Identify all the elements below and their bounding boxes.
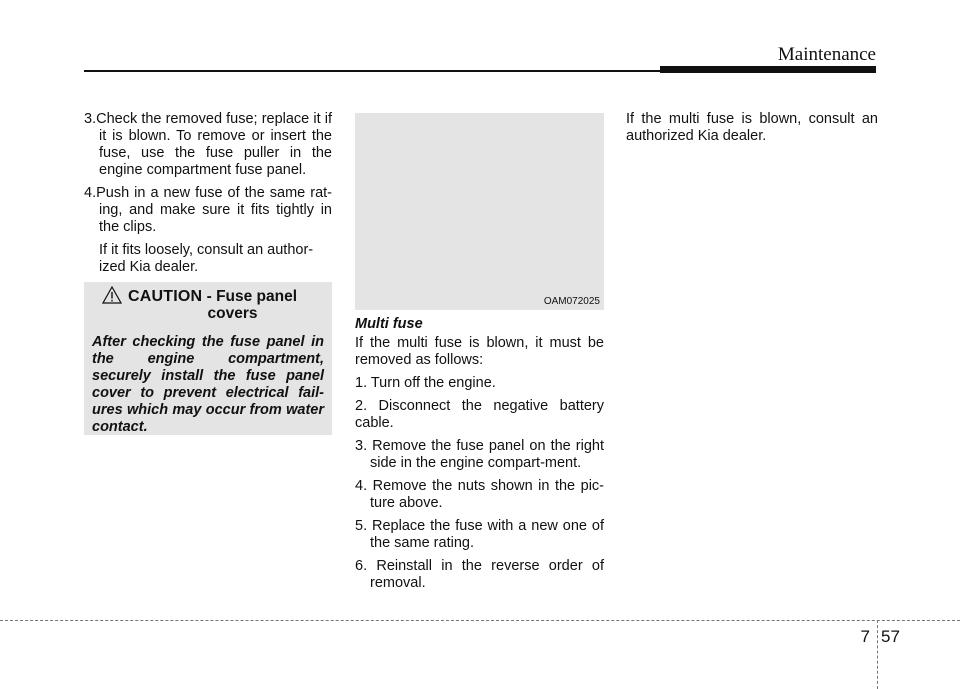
footer-divider xyxy=(0,620,960,621)
left-column xyxy=(84,111,332,276)
step-3-text: 3.Check the removed fuse; replace it if it is blown. To remove or insert the fuse, use the fuse puller in the engine compartment fuse panel. xyxy=(84,111,332,178)
caution-title: - Fuse panel xyxy=(202,288,298,305)
caution-label: CAUTION xyxy=(128,288,203,305)
footer-page-divider xyxy=(877,620,878,689)
section-title: Maintenance xyxy=(777,44,876,65)
multi-fuse-step: 4. Remove the nuts shown in the pic-ture above. xyxy=(355,478,604,511)
multi-fuse-step: 3. Remove the fuse panel on the right side in the engine compart-ment. xyxy=(355,438,604,471)
header-rule xyxy=(84,70,660,72)
page-number: 57 xyxy=(881,627,900,646)
step-4-note: If it fits loosely, consult an author-ized Kia dealer. xyxy=(99,242,314,275)
multi-fuse-step: 1. Turn off the engine. xyxy=(355,375,496,391)
caution-text: After checking the fuse panel in the engine compartment, securely install the fuse panel cover to prevent electrical fail-ures which may occur from water contact. xyxy=(92,334,324,435)
warning-triangle-icon xyxy=(102,286,122,304)
caution-heading xyxy=(102,288,324,322)
header-rule-accent xyxy=(660,66,876,73)
multi-fuse-section xyxy=(355,316,604,598)
caution-title-line2: covers xyxy=(207,305,258,322)
multi-fuse-heading: Multi fuse xyxy=(355,316,423,332)
right-column-text: If the multi fuse is blown, consult an authorized Kia dealer. xyxy=(626,111,878,144)
step-4-text: 4.Push in a new fuse of the same rat-ing, and make sure it fits tightly in the clips. xyxy=(84,185,332,235)
chapter-number: 7 xyxy=(860,627,870,646)
multi-fuse-step: 6. Reinstall in the reverse order of removal. xyxy=(355,558,604,591)
figure-image xyxy=(355,113,604,310)
figure-code: OAM072025 xyxy=(543,296,600,307)
caution-box xyxy=(84,282,332,435)
right-column xyxy=(626,111,878,145)
multi-fuse-step: 2. Disconnect the negative battery cable. xyxy=(355,398,604,431)
multi-fuse-step: 5. Replace the fuse with a new one of the same rating. xyxy=(355,518,604,551)
multi-fuse-intro: If the multi fuse is blown, it must be removed as follows: xyxy=(355,335,604,368)
